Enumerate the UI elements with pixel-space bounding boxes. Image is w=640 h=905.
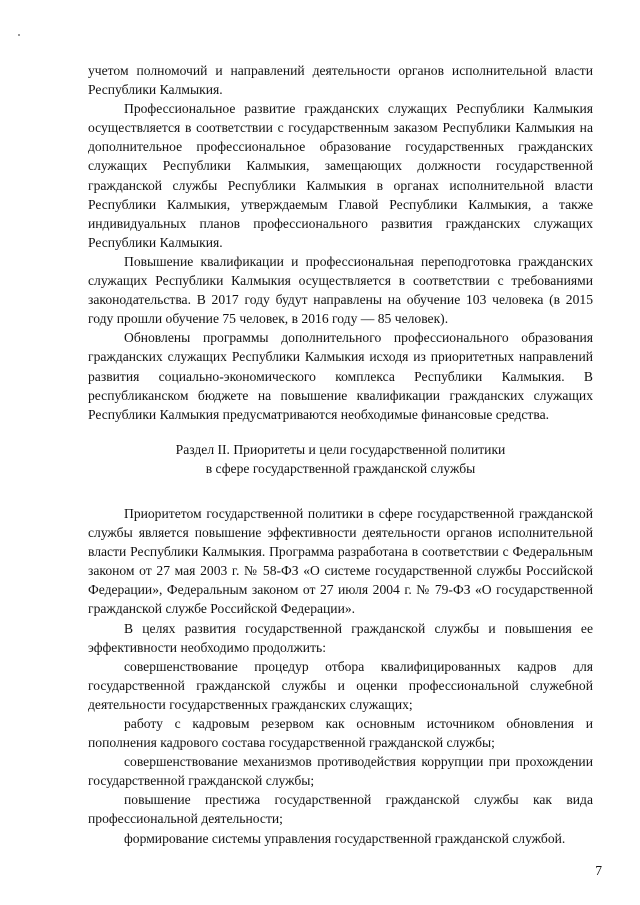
list-item-personnel-reserve: работу с кадровым резервом как основным источником обновления и пополнения кадрового состава государственной гражданской службы; [88, 716, 593, 751]
section-heading [88, 440, 593, 478]
paragraph-qualification-training: Повышение квалификации и профессиональная переподготовка гражданских служащих Республики Калмыкия осуществляется в соответствии с требованиями законодательства. В 2017 году будут направлены на обучение 103 человека (в 2015 году прошли обучение 75 человек, в 2016 году — 85 человек). [88, 253, 593, 327]
list-item-management-system: формирование системы управления государственной гражданской службой. [124, 830, 566, 846]
section-heading-line-2: в сфере государственной гражданской службы [205, 460, 476, 476]
document-body [88, 61, 593, 848]
list-item-anti-corruption: совершенствование механизмов противодействия коррупции при прохождении государственной гражданской службы; [88, 754, 593, 789]
scan-artifact-dot [18, 34, 20, 36]
paragraph-priority: Приоритетом государственной политики в сфере государственной гражданской службы является повышение эффективности деятельности органов исполнительной власти Республики Калмыкия. Программа разработана в соответствии с Федеральным законом от 27 мая 2003 г. № 58-ФЗ «О системе государственной службы Российской Федерации», Федеральным законом от 27 июля 2004 г. № 79-ФЗ «О государственной гражданской службе Российской Федерации». [88, 505, 593, 617]
section-heading-line-1: Раздел II. Приоритеты и цели государственной политики [175, 441, 506, 457]
page-number: 7 [595, 863, 602, 878]
list-item-selection-procedures: совершенствование процедур отбора квалифицированных кадров для государственной гражданской службы и оценки профессиональной служебной деятельности государственных гражданских служащих; [88, 658, 593, 712]
paragraph-continuation: учетом полномочий и направлений деятельности органов исполнительной власти Республики Калмыкия. [88, 63, 593, 98]
list-item-prestige: повышение престижа государственной гражданской службы как вида профессиональной деятельности; [88, 792, 593, 827]
paragraph-programs-updated: Обновлены программы дополнительного профессионального образования гражданских служащих Республики Калмыкия исходя из приоритетных направлений развития социально-экономического комплекса Республики Калмыкия. В республиканском бюджете на повышение квалификации гражданских служащих Республики Калмыкия предусматриваются необходимые финансовые средства. [88, 330, 593, 422]
paragraph-professional-development: Профессиональное развитие гражданских служащих Республики Калмыкия осуществляется в соответствии с государственным заказом Республики Калмыкия на дополнительное профессиональное образование государственных гражданских служащих Республики Калмыкия, замещающих должности государственной гражданской службы Республики Калмыкия в органах исполнительной власти Республики Калмыкия, утверждаемым Главой Республики Калмыкия, а также индивидуальных планов профессионального развития гражданских служащих Республики Калмыкия. [88, 101, 593, 250]
paragraph-goals-intro: В целях развития государственной гражданской службы и повышения ее эффективности необходимо продолжить: [88, 620, 593, 655]
